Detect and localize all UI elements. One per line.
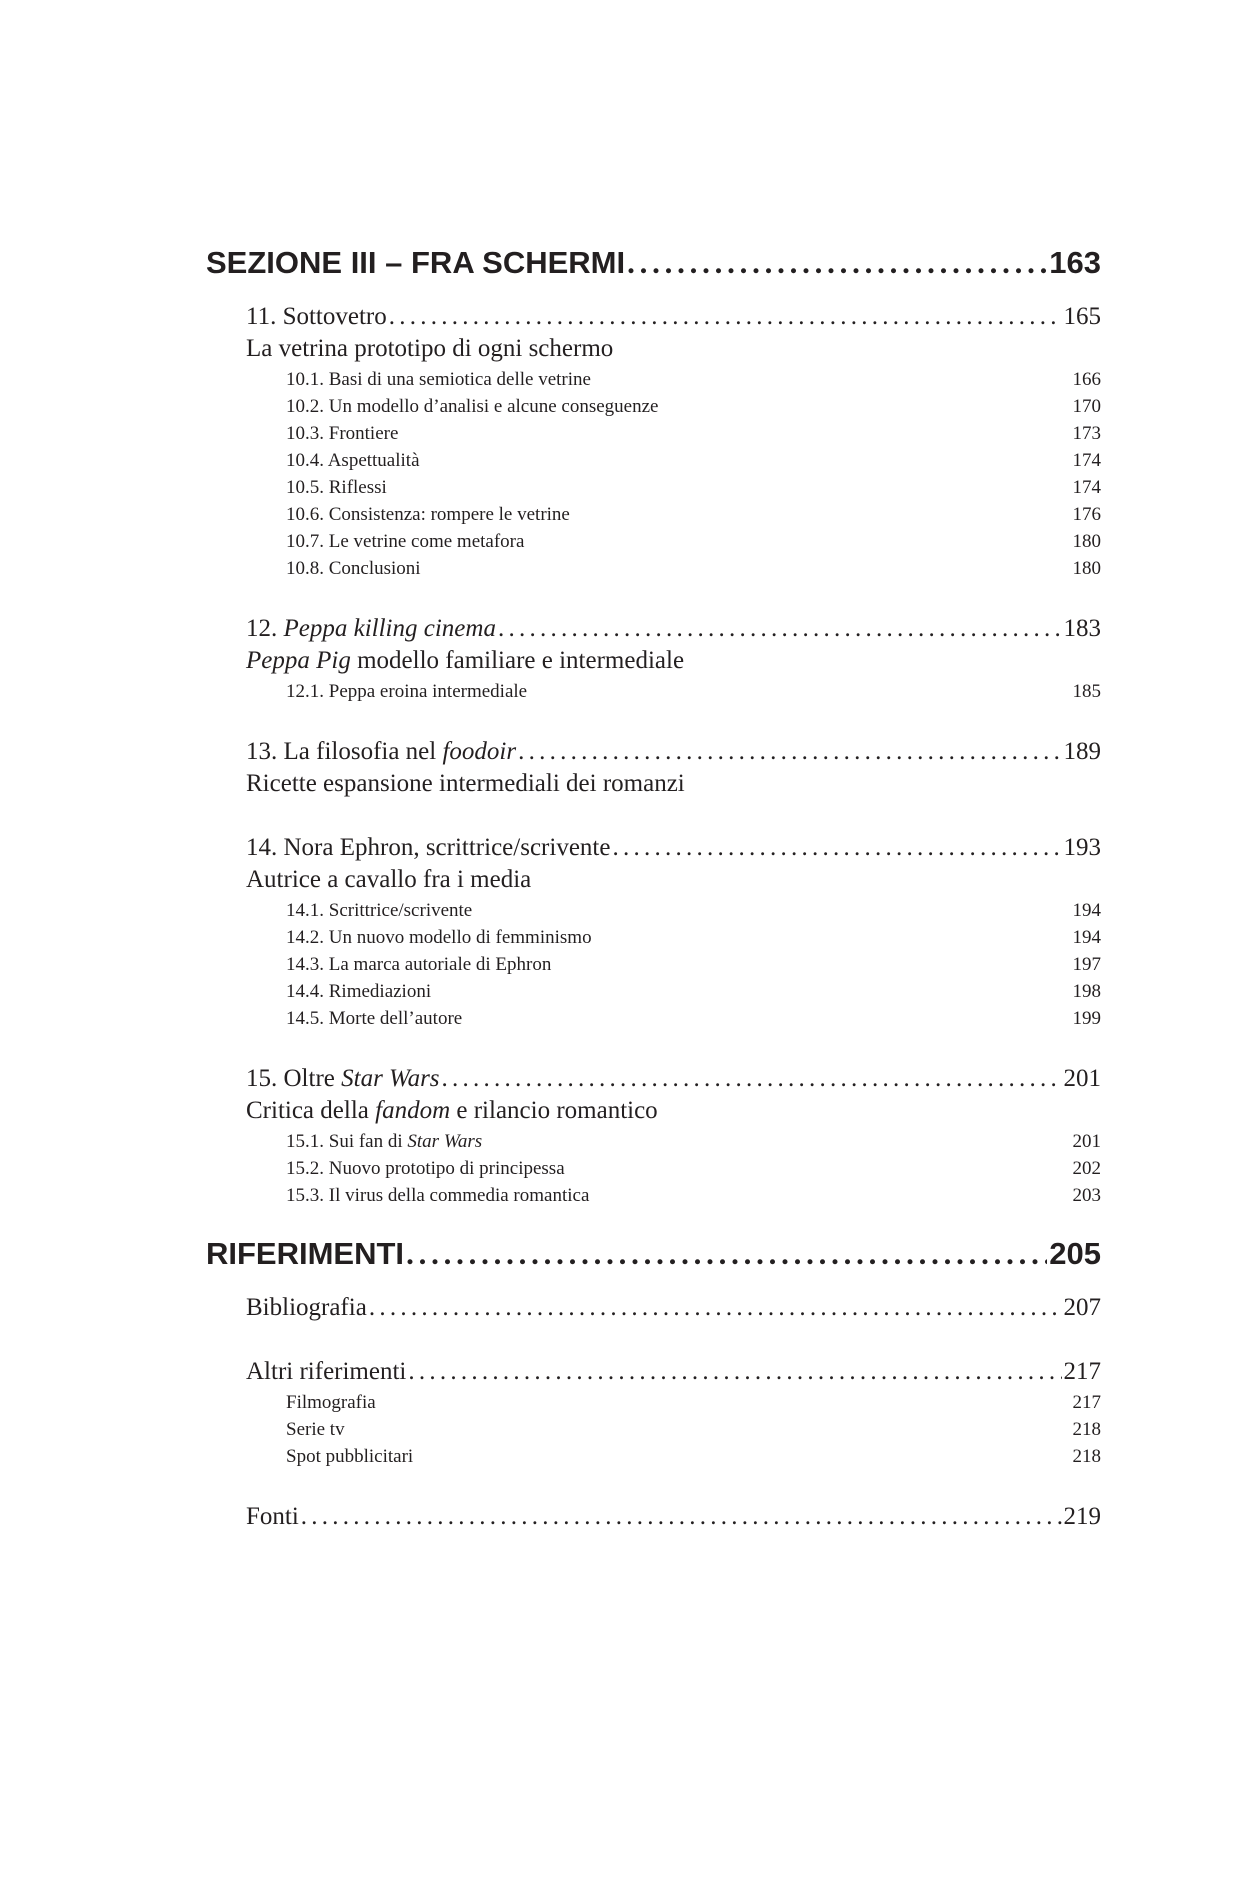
subsection-page-number: 197 xyxy=(1072,954,1101,975)
text-part: 10.1. Basi di una semiotica delle vetrine xyxy=(286,369,591,390)
spacer xyxy=(206,1473,1101,1503)
subsection-entry[interactable] xyxy=(286,1158,1101,1185)
subsection-list xyxy=(286,681,1101,708)
text-part: Serie tv xyxy=(286,1419,345,1440)
text-part: 14.4. Rimediazioni xyxy=(286,981,432,1002)
chapter-subtitle xyxy=(246,335,1101,369)
text-part: Autrice a cavallo fra i media xyxy=(246,866,532,893)
chapter-page-number: 219 xyxy=(1063,1503,1101,1530)
subsection-entry[interactable] xyxy=(286,504,1101,531)
subsection-page-number: 180 xyxy=(1072,558,1101,579)
chapter-page-number: 189 xyxy=(1063,738,1101,765)
spacer xyxy=(206,1276,1101,1294)
chapter-page-number: 207 xyxy=(1063,1294,1101,1321)
dot-leader xyxy=(627,245,1047,281)
section-title: RIFERIMENTI xyxy=(206,1236,405,1271)
text-part: 14.1. Scrittrice/scrivente xyxy=(286,900,473,921)
spacer xyxy=(206,1212,1101,1236)
text-part: foodoir xyxy=(442,738,517,765)
text-part: 10.4. Aspettualità xyxy=(286,450,420,471)
subsection-title xyxy=(286,1158,565,1185)
subsection-entry[interactable] xyxy=(286,1419,1101,1446)
subsection-title xyxy=(286,423,398,450)
text-part: 13. La filosofia nel xyxy=(246,738,443,765)
section-page-number: 205 xyxy=(1049,1236,1101,1271)
text-part: 15.3. Il virus della commedia romantica xyxy=(286,1185,590,1206)
subsection-page-number: 194 xyxy=(1072,927,1101,948)
dot-leader xyxy=(408,1358,1061,1386)
subsection-title xyxy=(286,981,431,1008)
text-part: Critica della xyxy=(246,1097,376,1124)
chapter-title xyxy=(246,738,516,766)
text-part: Star Wars xyxy=(407,1131,483,1152)
subsection-list xyxy=(286,900,1101,1035)
chapter-title xyxy=(246,1294,367,1322)
subsection-entry[interactable] xyxy=(286,927,1101,954)
subsection-page-number: 217 xyxy=(1072,1392,1101,1413)
subsection-page-number: 202 xyxy=(1072,1158,1101,1179)
subsection-title xyxy=(286,1419,345,1446)
subsection-entry[interactable] xyxy=(286,477,1101,504)
subsection-list xyxy=(286,1392,1101,1473)
chapter-entry xyxy=(246,1358,1101,1473)
chapter-subtitle xyxy=(246,770,1101,804)
text-part: Filmografia xyxy=(286,1392,376,1413)
chapter-page-number: 193 xyxy=(1063,834,1101,861)
dot-leader xyxy=(612,834,1061,862)
dot-leader xyxy=(369,1294,1062,1322)
chapter-heading[interactable] xyxy=(246,303,1101,337)
section-heading[interactable] xyxy=(206,1236,1101,1276)
subsection-entry[interactable] xyxy=(286,531,1101,558)
subsection-page-number: 174 xyxy=(1072,450,1101,471)
dot-leader xyxy=(518,738,1061,766)
chapter-entry xyxy=(246,1294,1101,1328)
chapter-entry xyxy=(246,738,1101,804)
subsection-title xyxy=(286,477,387,504)
dot-leader xyxy=(389,303,1062,331)
text-part: 14.3. La marca autoriale di Ephron xyxy=(286,954,552,975)
chapter-subtitle xyxy=(246,866,1101,900)
text-part: 15. Oltre xyxy=(246,1065,342,1092)
subsection-entry[interactable] xyxy=(286,954,1101,981)
subsection-entry[interactable] xyxy=(286,1392,1101,1419)
chapter-title xyxy=(246,1503,299,1531)
text-part: 12. xyxy=(246,615,284,642)
chapter-entry xyxy=(246,834,1101,1035)
subsection-page-number: 198 xyxy=(1072,981,1101,1002)
subsection-title xyxy=(286,1392,376,1419)
subsection-page-number: 199 xyxy=(1072,1008,1101,1029)
chapter-heading[interactable] xyxy=(246,738,1101,772)
chapter-page-number: 201 xyxy=(1063,1065,1101,1092)
chapter-title xyxy=(246,1358,406,1386)
subsection-entry[interactable] xyxy=(286,681,1101,708)
subsection-entry[interactable] xyxy=(286,1131,1101,1158)
chapter-entry xyxy=(246,1065,1101,1212)
spacer xyxy=(206,804,1101,834)
chapter-entry xyxy=(246,1503,1101,1537)
text-part: Altri riferimenti xyxy=(246,1358,407,1385)
text-part: 10.5. Riflessi xyxy=(286,477,387,498)
subsection-entry[interactable] xyxy=(286,369,1101,396)
text-part: 11. Sottovetro xyxy=(246,303,387,330)
chapter-subtitle xyxy=(246,1097,1101,1131)
subsection-entry[interactable] xyxy=(286,900,1101,927)
text-part: 10.7. Le vetrine come metafora xyxy=(286,531,525,552)
chapter-page-number: 165 xyxy=(1063,303,1101,330)
chapter-heading[interactable] xyxy=(246,1503,1101,1537)
dot-leader xyxy=(498,615,1062,643)
table-of-contents xyxy=(206,245,1101,1537)
subsection-list xyxy=(286,1131,1101,1212)
subsection-title xyxy=(286,1446,413,1473)
chapter-heading[interactable] xyxy=(246,1294,1101,1328)
text-part: 10.2. Un modello d’analisi e alcune conseguenze xyxy=(286,396,659,417)
dot-leader xyxy=(406,1236,1047,1272)
spacer xyxy=(206,1035,1101,1065)
text-part: 10.6. Consistenza: rompere le vetrine xyxy=(286,504,570,525)
chapter-subtitle xyxy=(246,647,1101,681)
chapter-heading[interactable] xyxy=(246,1358,1101,1392)
subsection-entry[interactable] xyxy=(286,558,1101,585)
chapter-title xyxy=(246,615,496,643)
text-part: La vetrina prototipo di ogni schermo xyxy=(246,335,614,362)
text-part: e rilancio romantico xyxy=(450,1097,658,1124)
chapter-page-number: 217 xyxy=(1063,1358,1101,1385)
subsection-entry[interactable] xyxy=(286,423,1101,450)
text-part: Ricette espansione intermediali dei romanzi xyxy=(246,770,685,797)
subsection-page-number: 201 xyxy=(1072,1131,1101,1152)
subsection-entry[interactable] xyxy=(286,981,1101,1008)
chapter-entry xyxy=(246,615,1101,708)
subsection-page-number: 185 xyxy=(1072,681,1101,702)
text-part: 14.2. Un nuovo modello di femminismo xyxy=(286,927,592,948)
subsection-title xyxy=(286,681,527,708)
spacer xyxy=(206,1328,1101,1358)
subsection-title xyxy=(286,1008,462,1035)
text-part: 14.5. Morte dell’autore xyxy=(286,1008,463,1029)
subsection-entry[interactable] xyxy=(286,1008,1101,1035)
subsection-entry[interactable] xyxy=(286,1185,1101,1212)
text-part: Bibliografia xyxy=(246,1294,367,1321)
subsection-page-number: 174 xyxy=(1072,477,1101,498)
subsection-page-number: 166 xyxy=(1072,369,1101,390)
subsection-page-number: 218 xyxy=(1072,1446,1101,1467)
subsection-title xyxy=(286,927,592,954)
section-title: SEZIONE III – FRA SCHERMI xyxy=(206,245,626,280)
text-part: Fonti xyxy=(246,1503,299,1530)
chapter-heading[interactable] xyxy=(246,1065,1101,1099)
text-part: 10.8. Conclusioni xyxy=(286,558,421,579)
subsection-title xyxy=(286,900,472,927)
text-part: Peppa Pig xyxy=(246,647,351,674)
section-page-number: 163 xyxy=(1049,245,1101,280)
chapter-entry xyxy=(246,303,1101,585)
spacer xyxy=(206,708,1101,738)
dot-leader xyxy=(301,1503,1062,1531)
text-part: Star Wars xyxy=(341,1065,440,1092)
subsection-title xyxy=(286,531,524,558)
chapter-title xyxy=(246,834,610,862)
subsection-page-number: 170 xyxy=(1072,396,1101,417)
subsection-title xyxy=(286,396,659,423)
subsection-entry[interactable] xyxy=(286,450,1101,477)
chapter-heading[interactable] xyxy=(246,834,1101,868)
subsection-entry[interactable] xyxy=(286,1446,1101,1473)
text-part: fandom xyxy=(375,1097,451,1124)
text-part: 12.1. Peppa eroina intermediale xyxy=(286,681,528,702)
subsection-title xyxy=(286,504,570,531)
section-heading[interactable] xyxy=(206,245,1101,285)
text-part: 10.3. Frontiere xyxy=(286,423,399,444)
chapter-title xyxy=(246,303,387,331)
subsection-page-number: 173 xyxy=(1072,423,1101,444)
subsection-list xyxy=(286,369,1101,585)
text-part: Peppa killing cinema xyxy=(283,615,496,642)
chapter-page-number: 183 xyxy=(1063,615,1101,642)
subsection-entry[interactable] xyxy=(286,396,1101,423)
chapter-heading[interactable] xyxy=(246,615,1101,649)
subsection-title xyxy=(286,954,551,981)
spacer xyxy=(206,285,1101,303)
subsection-title xyxy=(286,450,420,477)
subsection-page-number: 218 xyxy=(1072,1419,1101,1440)
text-part: 15.2. Nuovo prototipo di principessa xyxy=(286,1158,565,1179)
subsection-page-number: 180 xyxy=(1072,531,1101,552)
text-part: 14. Nora Ephron, scrittrice/scrivente xyxy=(246,834,611,861)
subsection-title xyxy=(286,369,591,396)
text-part: 15.1. Sui fan di xyxy=(286,1131,408,1152)
text-part: modello familiare e intermediale xyxy=(350,647,685,674)
subsection-page-number: 203 xyxy=(1072,1185,1101,1206)
subsection-title xyxy=(286,1185,589,1212)
dot-leader xyxy=(442,1065,1062,1093)
chapter-title xyxy=(246,1065,440,1093)
subsection-title xyxy=(286,1131,482,1158)
subsection-title xyxy=(286,558,421,585)
text-part: Spot pubblicitari xyxy=(286,1446,414,1467)
spacer xyxy=(206,585,1101,615)
subsection-page-number: 176 xyxy=(1072,504,1101,525)
subsection-page-number: 194 xyxy=(1072,900,1101,921)
